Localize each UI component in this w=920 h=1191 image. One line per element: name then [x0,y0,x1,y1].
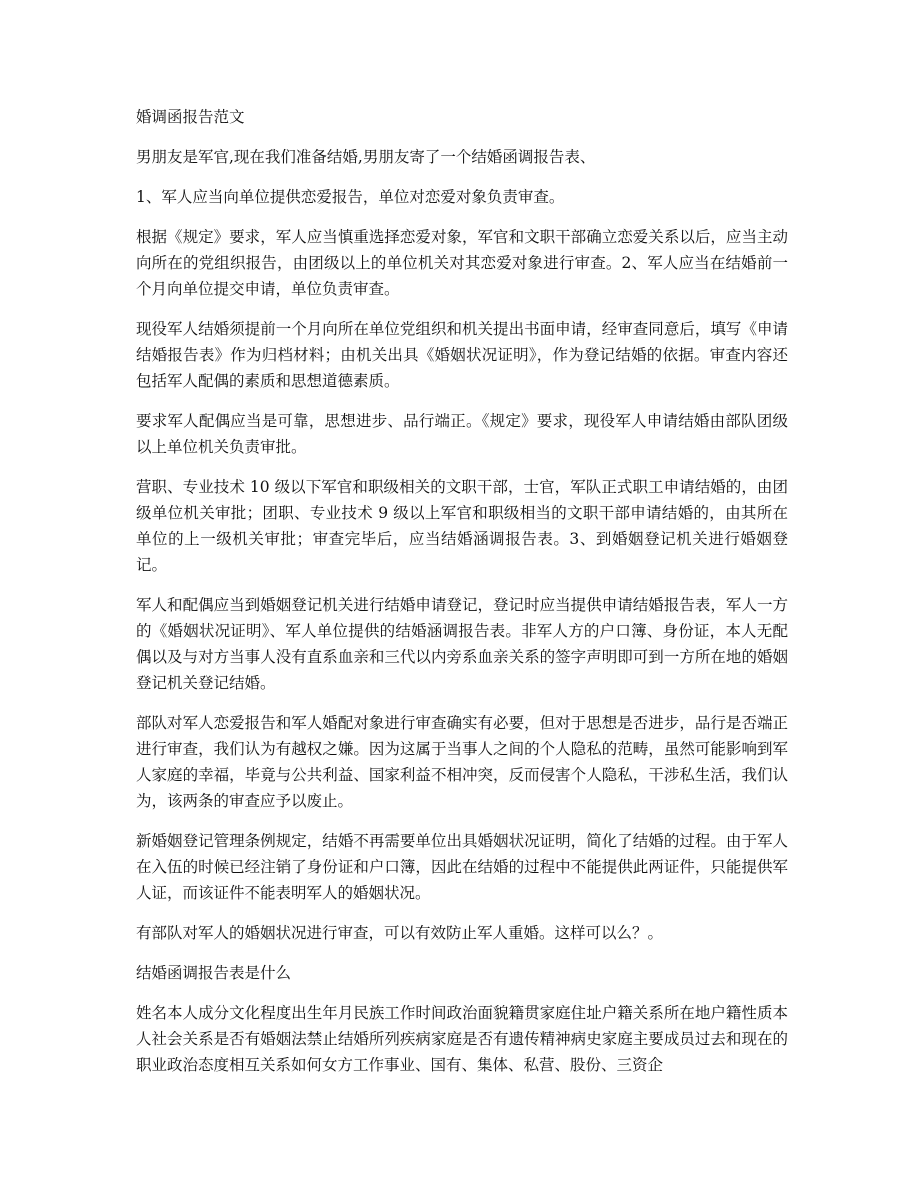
section-heading: 结婚函调报告表是什么 [136,964,292,982]
paragraph-privacy-opinion: 部队对军人恋爱报告和军人婚配对象进行审查确实有必要，但对于思想是否进步，品行是否端正进行审查，我们认为有越权之嫌。因为这属于当事人之间的个人隐私的范畴，虽然可能影响到军人家庭的幸福，毕竟与公共利益、国家利益不相冲突，反而侵害个人隐私，干涉私生活，我们认为，该两条的审查应予以废止。 [136,714,788,810]
paragraph-spouse-requirement: 要求军人配偶应当是可靠，思想进步、品行端正。《规定》要求，现役军人申请结婚由部队团级以上单位机关负责审批。 [136,412,788,456]
paragraph-question: 有部队对军人的婚姻状况进行审查，可以有效防止军人重婚。这样可以么？。 [136,924,664,942]
paragraph-point-1: 1、军人应当向单位提供恋爱报告，单位对恋爱对象负责审查。 [136,188,565,206]
paragraph-registration: 军人和配偶应当到婚姻登记机关进行结婚申请登记，登记时应当提供申请结婚报告表，军人一方的《婚姻状况证明》、军人单位提供的结婚涵调报告表。非军人方的户口簿、身份证，本人无配偶以及与对方当事人没有直系血亲和三代以内旁系血亲关系的签字声明即可到一方所在地的婚姻登记机关登记结婚。 [136,596,788,692]
paragraph-regulation: 根据《规定》要求，军人应当慎重选择恋爱对象，军官和文职干部确立恋爱关系以后，应当主动向所在的党组织报告，由团级以上的单位机关对其恋爱对象进行审查。2、军人应当在结婚前一个月向单位提交申请，单位负责审查。 [136,228,788,298]
document-title: 婚调函报告范文 [136,108,245,126]
paragraph-intro: 男朋友是军官,现在我们准备结婚,男朋友寄了一个结婚函调报告表、 [136,148,596,166]
paragraph-new-regulation: 新婚姻登记管理条例规定，结婚不再需要单位出具婚姻状况证明，简化了结婚的过程。由于军人在入伍的时候已经注销了身份证和户口簿，因此在结婚的过程中不能提供此两证件，只能提供军人证，而该证件不能表明军人的婚姻状况。 [136,832,788,902]
document-body [136,104,788,1092]
paragraph-approval-levels: 营职、专业技术 10 级以下军官和职级相关的文职干部，士官，军队正式职工申请结婚的，由团级单位机关审批；团职、专业技术 9 级以上军官和职级相当的文职干部申请结婚的，由其所在单位的上一级机关审批；审查完毕后，应当结婚涵调报告表。3、到婚姻登记机关进行婚姻登记。 [136,478,788,574]
paragraph-application: 现役军人结婚须提前一个月向所在单位党组织和机关提出书面申请，经审查同意后，填写《申请结婚报告表》作为归档材料；由机关出具《婚姻状况证明》，作为登记结婚的依据。审查内容还包括军人配偶的素质和思想道德素质。 [136,320,788,390]
paragraph-form-fields: 姓名本人成分文化程度出生年月民族工作时间政治面貌籍贯家庭住址户籍关系所在地户籍性质本人社会关系是否有婚姻法禁止结婚所列疾病家庭是否有遗传精神病史家庭主要成员过去和现在的职业政治态度相互关系如何女方工作事业、国有、集体、私营、股份、三资企 [136,1004,788,1074]
